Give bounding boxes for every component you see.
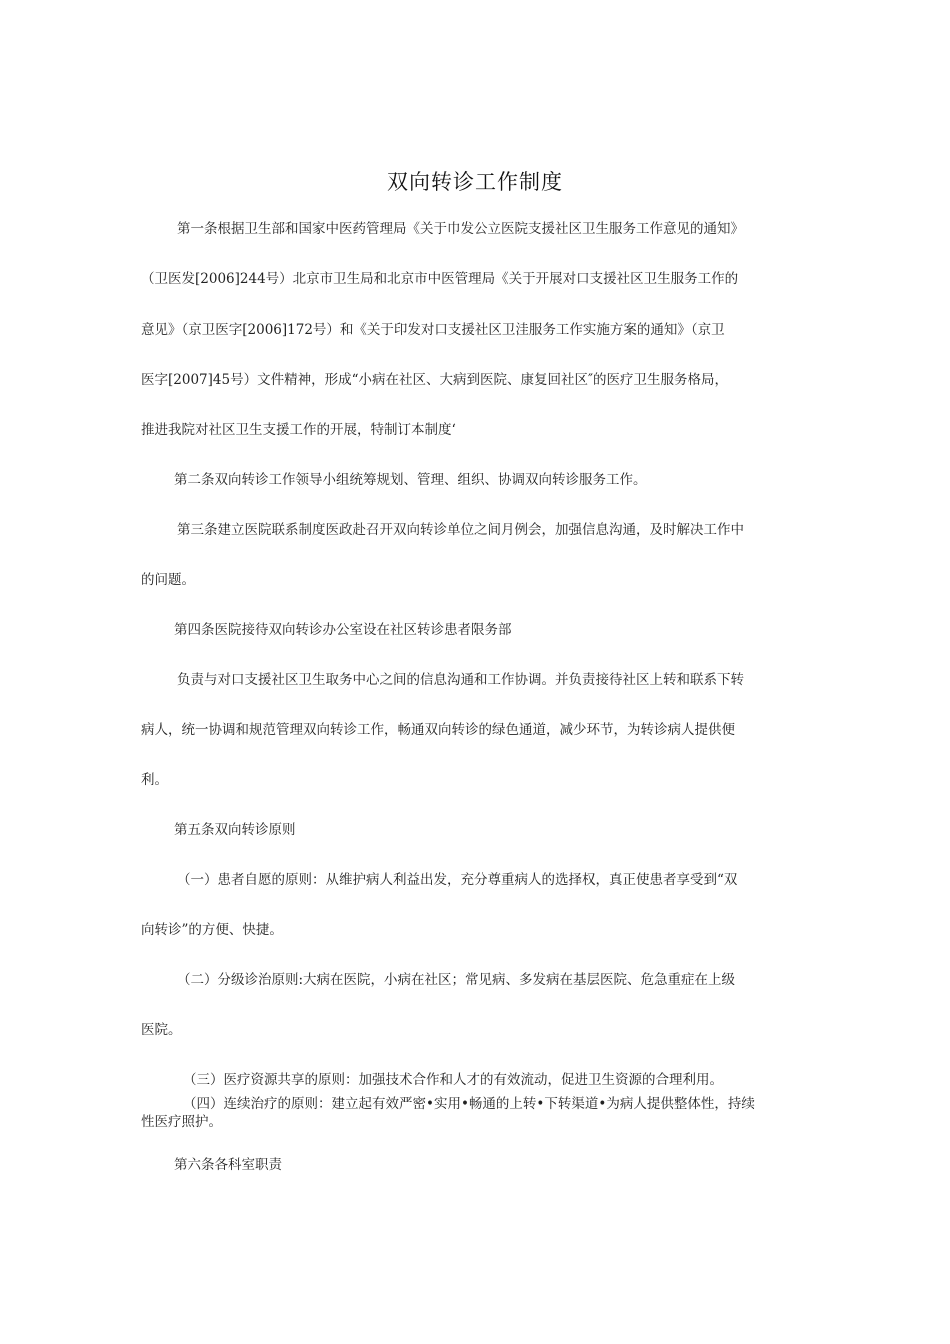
- paragraph-line: 性医疗照护。: [141, 1114, 222, 1130]
- paragraph-line: 第六条各科室职责: [174, 1157, 282, 1173]
- paragraph-line: 第四条医院接待双向转诊办公室设在社区转诊患者限务部: [174, 622, 512, 638]
- paragraph-line: 医院。: [141, 1022, 182, 1038]
- paragraph-line: 第五条双向转诊原则: [174, 822, 296, 838]
- paragraph-line: 的问题。: [141, 572, 195, 588]
- paragraph-line: （二）分级诊治原则:大病在医院，小病在社区；常见病、多发病在基层医院、危急重症在上级: [177, 972, 736, 988]
- paragraph-line: 向转诊”的方便、快捷。: [141, 922, 283, 938]
- paragraph-line: （一）患者自愿的原则：从维护病人利益出发，充分尊重病人的选择权，真正使患者享受到“双: [177, 872, 738, 888]
- paragraph-line: 医字[2007]45号）文件精神，形成“小病在社区、大病到医院、康复回社区″的医疗卫生服务格局，: [141, 372, 729, 388]
- paragraph-line: 病人，统一协调和规范管理双向转诊工作，畅通双向转诊的绿色通道，减少环节，为转诊病人提供便: [141, 722, 735, 738]
- paragraph-line: （四）连续治疗的原则：建立起有效严密•实用•畅通的上转•下转渠道•为病人提供整体性，持续: [183, 1096, 755, 1112]
- paragraph-line: 第三条建立医院联系制度医政赴召开双向转诊单位之间月例会，加强信息沟通，及时解决工作中: [177, 522, 744, 538]
- paragraph-line: （三）医疗资源共享的原则：加强技术合作和人才的有效流动，促进卫生资源的合理利用。: [183, 1072, 723, 1088]
- paragraph-line: （卫医发[2006]244号）北京市卫生局和北京市中医管理局《关于开展对口支援社区卫生服务工作的: [141, 271, 739, 287]
- paragraph-line: 负责与对口支援社区卫生取务中心之间的信息沟通和工作协调。并负责接待社区上转和联系下转: [177, 672, 744, 688]
- paragraph-line: 意见》（京卫医字[2006]172号）和《关于印发对口支援社区卫洼服务工作实施方案的通知》（京卫: [141, 322, 725, 338]
- paragraph-line: 第二条双向转诊工作领导小组统筹规划、管理、组织、协调双向转诊服务工作。: [174, 472, 647, 488]
- document-title: 双向转诊工作制度: [387, 170, 563, 194]
- paragraph-line: 推进我院对社区卫生支援工作的开展，特制订本制度‘: [141, 422, 456, 438]
- paragraph-line: 第一条根据卫生部和国家中医药管理局《关于巾发公立医院支援社区卫生服务工作意见的通知》: [177, 221, 744, 237]
- paragraph-line: 利。: [141, 772, 168, 788]
